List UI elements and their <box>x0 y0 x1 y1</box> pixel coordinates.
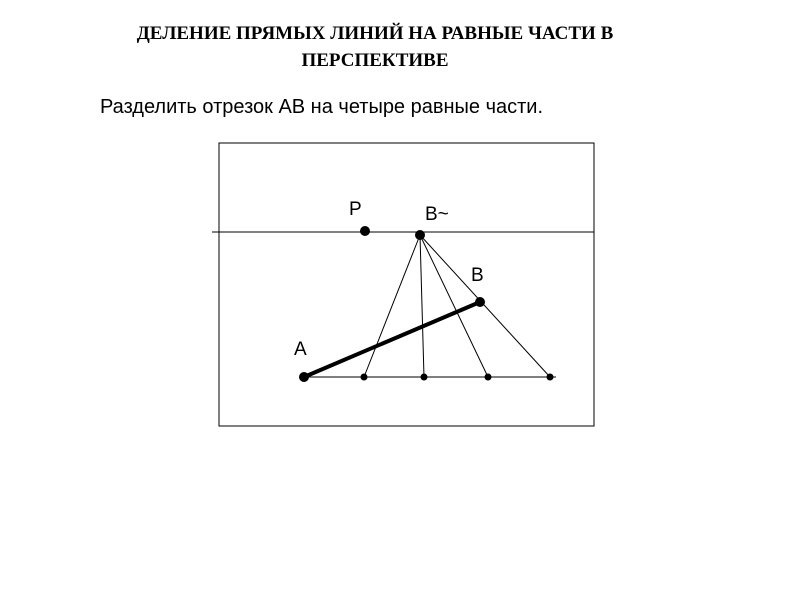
ray-line-2 <box>420 235 424 377</box>
division-mark-1 <box>361 374 368 381</box>
picture-frame <box>219 143 594 426</box>
point-a <box>299 372 309 382</box>
segment-ab <box>304 302 480 377</box>
label-a: А <box>294 339 307 360</box>
title-line-1: ДЕЛЕНИЕ ПРЯМЫХ ЛИНИЙ НА РАВНЫЕ ЧАСТИ В <box>136 23 614 44</box>
title-line-2: ПЕРСПЕКТИВЕ <box>301 50 449 71</box>
division-mark-3 <box>485 374 492 381</box>
label-p: P <box>349 199 362 220</box>
division-mark-2 <box>421 374 428 381</box>
ray-line-1 <box>364 235 420 377</box>
point-p <box>360 226 370 236</box>
ray-line-4 <box>420 235 550 377</box>
point-b-tilde <box>415 230 425 240</box>
label-b: В <box>471 265 484 286</box>
point-b <box>475 297 485 307</box>
task-text: Разделить отрезок АВ на четыре равные части. <box>100 96 544 118</box>
label-b-tilde: В~ <box>425 204 449 225</box>
division-mark-4 <box>547 374 554 381</box>
